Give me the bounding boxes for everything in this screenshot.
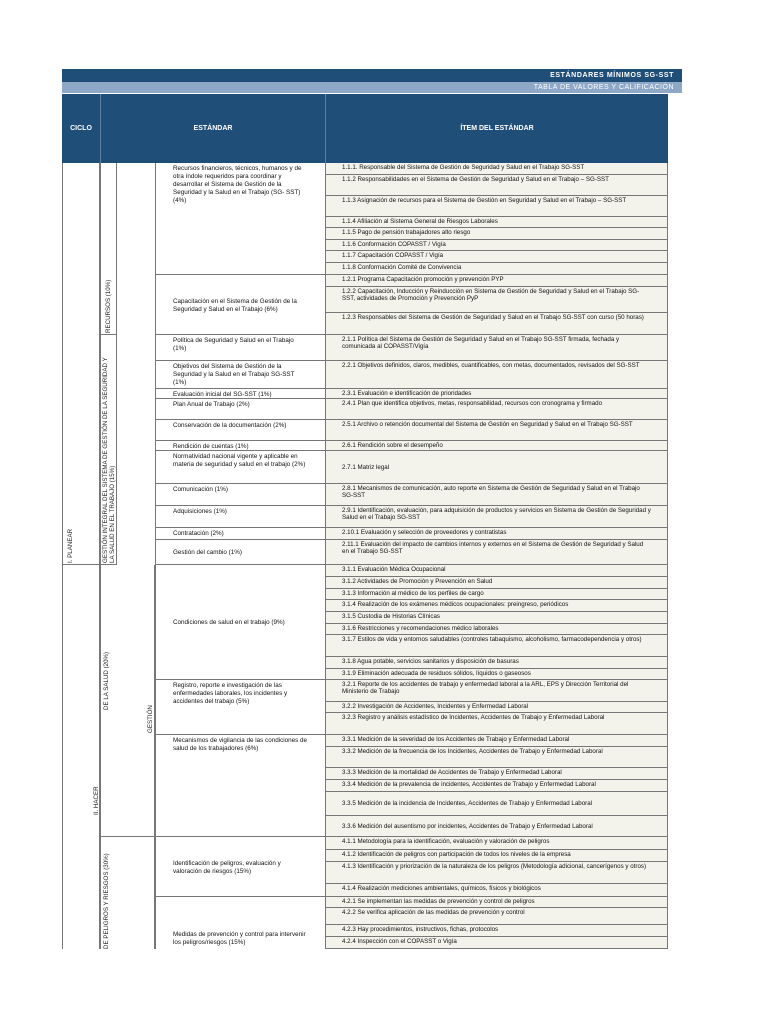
item-cell: 3.1.4 Realización de los exámenes médicos ocupacionales: preingreso, periódicos [325, 600, 668, 612]
standard-cell: Identificación de peligros, evaluación y valoración de riesgos (15%) [155, 837, 325, 897]
item-cell: 3.1.9 Eliminación adecuada de residuos sólidos, líquidos o gaseosos [325, 669, 668, 680]
item-cell: 2.8.1 Mecanismos de comunicación, auto reporte en Sistema de Gestión de Seguridad y Salud en el Trabajo SG-SST [325, 484, 668, 506]
item-cell: 2.3.1 Evaluación e identificación de prioridades [325, 389, 668, 399]
ciclo-planear-band [62, 163, 100, 565]
group-gestion-integral-label-2: LA SALUD EN EL TRABAJO (15%) [109, 465, 116, 563]
standard-cell: Medidas de prevención y control para intervenir los peligros/riesgos (15%) [155, 897, 325, 949]
item-cell: 4.2.2 Se verifica aplicación de las medidas de prevención y control [325, 908, 668, 925]
item-cell: 3.3.2 Medición de la frecuencia de los Incidentes, Accidentes de Trabajo y Enfermedad Laboral [325, 747, 668, 768]
standard-cell: Registro, reporte e investigación de las enfermedades laborales, los incidentes y accidentes del trabajo (5%) [155, 680, 325, 735]
standard-cell: Recursos financieros, técnicos, humanos y de otra índole requeridos para coordinar y desarrollar el Sistema de Gestión de la Seguridad y la Salud en el Trabajo (SG- SST) (4%) [155, 163, 325, 275]
ciclo-hacer-band [62, 565, 100, 949]
ciclo-planear-label: I. PLANEAR [67, 528, 74, 563]
group-gestion-salud-label-1: GESTIÓN [147, 705, 154, 733]
item-cell: 4.2.1 Se implementan las medidas de prevención y control de peligros [325, 897, 668, 908]
item-cell: 2.11.1 Evaluación del impacto de cambios internos y externos en el Sistema de Gestión de Seguridad y Salud en el Trabajo SG-SST [325, 540, 668, 565]
item-cell: 2.4.1 Plan que identifica objetivos, metas, responsabilidad, recursos con cronograma y firmado [325, 399, 668, 420]
standard-cell: Objetivos del Sistema de Gestión de la Seguridad y la Salud en el Trabajo SG-SST (1%) [155, 361, 325, 389]
standard-cell: Adquisiciones (1%) [155, 506, 325, 528]
item-cell: 1.2.2 Capacitación, Inducción y Reinducción en Sistema de Gestión de Seguridad y Salud en el Trabajo SG-SST, actividades de Promoción y Prevención PyP [325, 287, 668, 313]
item-cell: 4.1.4 Realización mediciones ambientales, químicos, físicos y biológicos [325, 884, 668, 897]
item-cell: 2.9.1 Identificación, evaluación, para adquisición de productos y servicios en Sistema de Gestión de Seguridad y Salud en el Trabajo SG-SST [325, 506, 668, 528]
group-peligros-label: DE PELIGROS Y RIESGOS (30%) [103, 853, 110, 949]
item-cell: 2.6.1 Rendición sobre el desempeño [325, 441, 668, 451]
item-cell: 1.1.1. Responsable del Sistema de Gestión de Seguridad y Salud en el Trabajo SG-SST [325, 163, 668, 175]
item-cell: 4.1.1 Metodología para la identificación, evaluación y valoración de peligros [325, 837, 668, 850]
item-cell: 3.3.1 Medición de la severidad de los Accidentes de Trabajo y Enfermedad Laboral [325, 735, 668, 747]
column-header-item: ÍTEM DEL ESTÁNDAR [325, 94, 668, 163]
standard-cell: Contratación (2%) [155, 528, 325, 540]
item-cell: 2.10.1 Evaluación y selección de proveedores y contratistas [325, 528, 668, 540]
item-cell: 3.1.7 Estilos de vida y entornos saludables (controles tabaquismo, alcoholismo, farmacodependencia y otros) [325, 635, 668, 657]
standard-cell: Rendición de cuentas (1%) [155, 441, 325, 451]
item-cell: 3.2.3 Registro y análisis estadístico de Incidentes, Accidentes de Trabajo y Enfermedad Laboral [325, 713, 668, 735]
standard-cell: Mecanismos de vigilancia de las condiciones de salud de los trabajadores (6%) [155, 735, 325, 837]
item-cell: 4.2.3 Hay procedimientos, instructivos, fichas, protocolos [325, 925, 668, 937]
group-recursos-label: RECURSOS (10%) [105, 279, 112, 333]
item-cell: 1.2.1 Programa Capacitación promoción y prevención PYP [325, 275, 668, 287]
item-cell: 1.1.5 Pago de pensión trabajadores alto riesgo [325, 228, 668, 240]
item-cell: 3.1.5 Custodia de Historias Clínicas [325, 612, 668, 624]
item-cell: 1.1.4 Afiliación al Sistema General de Riesgos Laborales [325, 217, 668, 228]
item-cell: 4.1.3 Identificación y priorización de la naturaleza de los peligros (Metodología adicional, cancerígenos y otros) [325, 862, 668, 884]
standard-cell: Evaluación inicial del SG-SST (1%) [155, 389, 325, 399]
item-cell: 3.1.6 Restricciones y recomendaciones médico laborales [325, 624, 668, 635]
item-cell: 1.1.8 Conformación Comité de Convivencia [325, 263, 668, 275]
item-cell: 1.1.6 Conformación COPASST / Vigía [325, 240, 668, 251]
group-peligros-band [100, 837, 155, 949]
item-cell: 1.2.3 Responsables del Sistema de Gestión de Seguridad y Salud en el Trabajo SG-SST con curso (50 horas) [325, 313, 668, 335]
group-gestion-salud-band [100, 565, 155, 837]
group-gestion-salud-label-2: DE LA SALUD (20%) [103, 651, 110, 710]
item-cell: 3.2.2 Investigación de Accidentes, Incidentes y Enfermedad Laboral [325, 702, 668, 713]
item-cell: 3.1.8 Agua potable, servicios sanitarios y disposición de basuras [325, 657, 668, 669]
column-header-estandar: ESTÁNDAR [100, 94, 325, 163]
sheet-subtitle: TABLA DE VALORES Y CALIFICACIÓN [62, 82, 682, 93]
item-cell: 3.2.1 Reporte de los accidentes de trabajo y enfermedad laboral a la ARL, EPS y Dirección Territorial del Ministerio de Trabajo [325, 680, 668, 702]
item-cell: 1.1.2 Responsabilidades en el Sistema de Gestión de Seguridad y Salud en el Trabajo – SG-SST [325, 175, 668, 196]
standard-cell: Condiciones de salud en el trabajo (9%) [155, 565, 325, 680]
item-cell: 2.2.1 Objetivos definidos, claros, medibles, cuantificables, con metas, documentados, revisados del SG-SST [325, 361, 668, 389]
standard-cell: Plan Anual de Trabajo (2%) [155, 399, 325, 420]
item-cell: 4.1.2 Identificación de peligros con participación de todos los niveles de la empresa [325, 850, 668, 862]
item-cell: 1.1.3 Asignación de recursos para el Sistema de Gestión en Seguridad y Salud en el Trabajo – SG-SST [325, 196, 668, 217]
item-cell: 2.1.1 Política del Sistema de Gestión de Seguridad y Salud en el Trabajo SG-SST firmada, fechada y comunicada al COPASST/Vigía [325, 335, 668, 361]
standard-cell: Gestión del cambio (1%) [155, 540, 325, 565]
item-cell: 4.2.4 Inspección con el COPASST o Vigía [325, 937, 668, 949]
standard-cell: Conservación de la documentación (2%) [155, 420, 325, 441]
standard-cell: Normatividad nacional vigente y aplicable en materia de seguridad y salud en el trabajo (2%) [155, 451, 325, 484]
sheet-title: ESTÁNDARES MÍNIMOS SG-SST [62, 69, 682, 82]
ciclo-hacer-label: II. HACER [93, 786, 100, 815]
item-cell: 2.7.1 Matriz legal [325, 451, 668, 484]
item-cell: 3.1.3 Información al médico de los perfiles de cargo [325, 589, 668, 600]
item-cell: 3.3.4 Medición de la prevalencia de incidentes, Accidentes de Trabajo y Enfermedad Laboral [325, 780, 668, 792]
group-gestion-integral-label-1: GESTIÓN INTEGRAL DEL SISTEMA DE GESTIÓN DE LA SEGURIDAD Y [102, 357, 109, 563]
item-cell: 3.3.6 Medición del ausentismo por incidentes, Accidentes de Trabajo y Enfermedad Laboral [325, 816, 668, 837]
group-recursos-band [100, 163, 117, 335]
standard-cell: Comunicación (1%) [155, 484, 325, 506]
group-gestion-integral-band [100, 335, 117, 565]
column-header-ciclo: CICLO [62, 94, 100, 163]
item-cell: 1.1.7 Capacitación COPASST / Vigía [325, 251, 668, 263]
item-cell: 3.1.1 Evaluación Médica Ocupacional [325, 565, 668, 577]
item-cell: 3.1.2 Actividades de Promoción y Prevención en Salud [325, 577, 668, 589]
item-cell: 2.5.1 Archivo o retención documental del Sistema de Gestión en Seguridad y Salud en el Trabajo SG-SST [325, 420, 668, 441]
standard-cell: Capacitación en el Sistema de Gestión de la Seguridad y Salud en el Trabajo (6%) [155, 275, 325, 335]
standard-cell: Política de Seguridad y Salud en el Trabajo (1%) [155, 335, 325, 361]
item-cell: 3.3.3 Medición de la mortalidad de Accidentes de Trabajo y Enfermedad Laboral [325, 768, 668, 780]
item-cell: 3.3.5 Medición de la incidencia de Incidentes, Accidentes de Trabajo y Enfermedad Laboral [325, 792, 668, 816]
